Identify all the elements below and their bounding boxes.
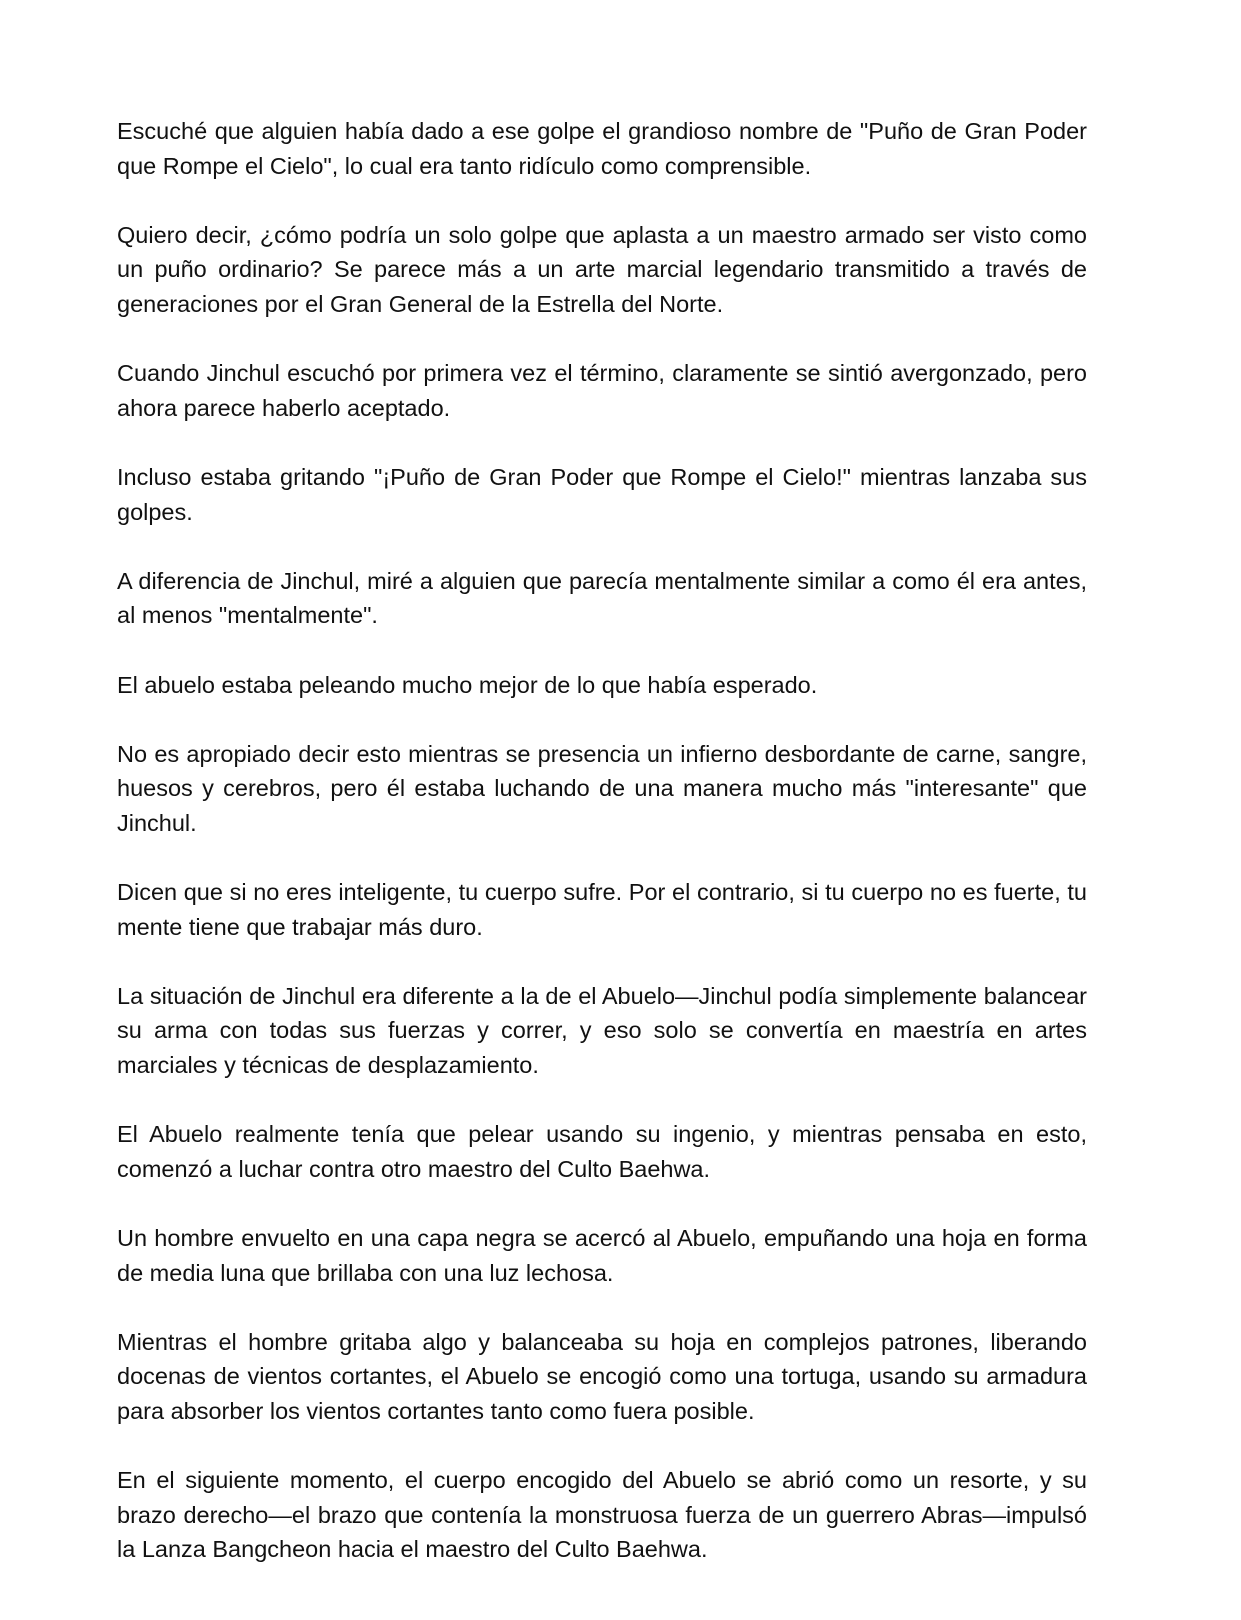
paragraph: Quiero decir, ¿cómo podría un solo golpe que aplasta a un maestro armado ser visto como un puño ordinario? Se parece más a un arte marcial legendario transmitido a través de generaciones por el Gran General de la Estrella del Norte. <box>117 221 1087 317</box>
document-body <box>117 114 1087 1567</box>
paragraph: Cuando Jinchul escuchó por primera vez el término, claramente se sintió avergonzado, pero ahora parece haberlo aceptado. <box>117 360 1087 421</box>
paragraph: El abuelo estaba peleando mucho mejor de lo que había esperado. <box>117 671 818 698</box>
paragraph: No es apropiado decir esto mientras se presencia un infierno desbordante de carne, sangre, huesos y cerebros, pero él estaba luchando de una manera mucho más "interesante" que Jinchul. <box>117 740 1087 836</box>
paragraph: A diferencia de Jinchul, miré a alguien que parecía mentalmente similar a como él era antes, al menos "mentalmente". <box>117 567 1087 629</box>
paragraph: Escuché que alguien había dado a ese golpe el grandioso nombre de "Puño de Gran Poder que Rompe el Cielo", lo cual era tanto ridículo como comprensible. <box>117 118 1087 179</box>
paragraph: Un hombre envuelto en una capa negra se acercó al Abuelo, empuñando una hoja en forma de media luna que brillaba con una luz lechosa. <box>117 1225 1087 1286</box>
paragraph: Incluso estaba gritando "¡Puño de Gran Poder que Rompe el Cielo!" mientras lanzaba sus golpes. <box>117 463 1087 525</box>
paragraph: Mientras el hombre gritaba algo y balanceaba su hoja en complejos patrones, liberando docenas de vientos cortantes, el Abuelo se encogió como una tortuga, usando su armadura para absorber los vientos cortantes tanto como fuera posible. <box>117 1328 1087 1424</box>
paragraph: La situación de Jinchul era diferente a la de el Abuelo—Jinchul podía simplemente balancear su arma con todas sus fuerzas y correr, y eso solo se convertía en maestría en artes marciales y técnicas de desplazamiento. <box>117 982 1087 1079</box>
paragraph: En el siguiente momento, el cuerpo encogido del Abuelo se abrió como un resorte, y su brazo derecho—el brazo que contenía la monstruosa fuerza de un guerrero Abras—impulsó la Lanza Bangcheon hacia el maestro del Culto Baehwa. <box>117 1467 1087 1563</box>
paragraph: Dicen que si no eres inteligente, tu cuerpo sufre. Por el contrario, si tu cuerpo no es fuerte, tu mente tiene que trabajar más duro. <box>117 879 1087 940</box>
paragraph: El Abuelo realmente tenía que pelear usando su ingenio, y mientras pensaba en esto, comenzó a luchar contra otro maestro del Culto Baehwa. <box>117 1121 1087 1182</box>
